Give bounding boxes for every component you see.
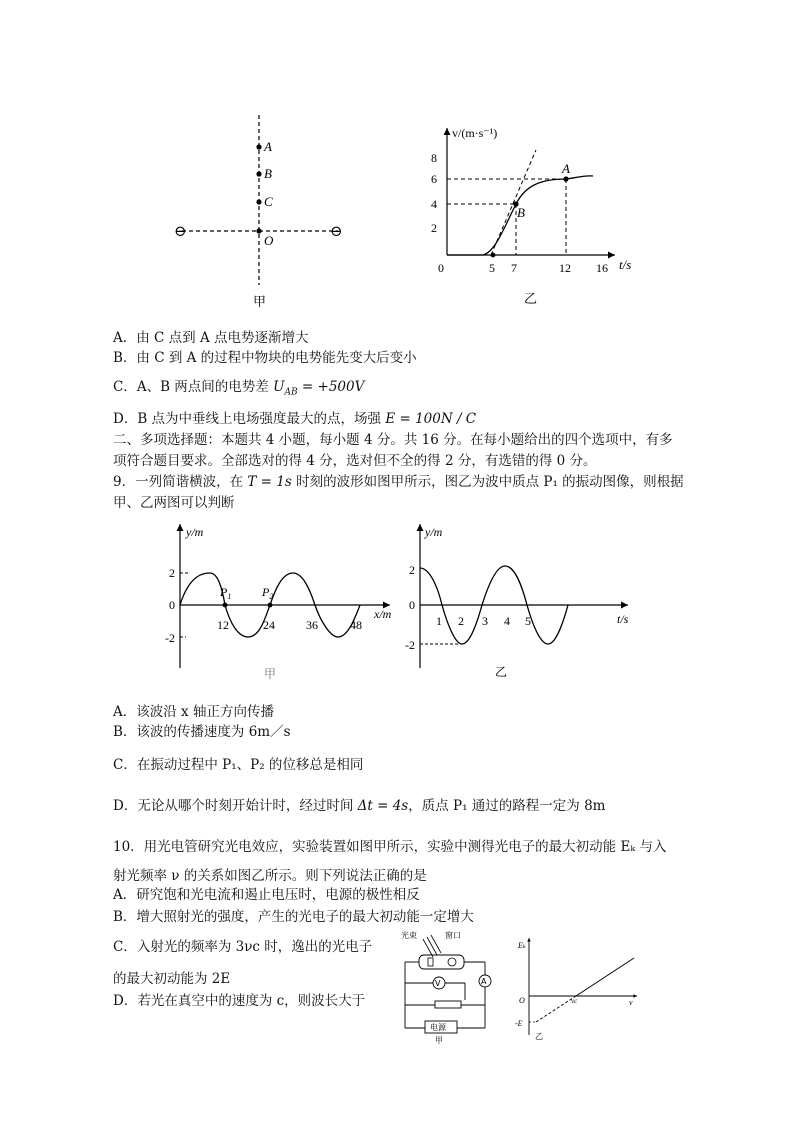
- q9-stem-post: 时刻的波形如图甲所示，图乙为波中质点 P₁ 的振动图像，则根据: [291, 474, 684, 490]
- q10-option-c-line1: C．入射光的频率为 3νc 时，逸出的光电子: [113, 939, 373, 955]
- vt-ylabel: v/(m·s⁻¹): [452, 126, 498, 140]
- vt-xlabel: t/s: [619, 257, 632, 272]
- q8-option-d: [113, 410, 476, 428]
- wj-xtick-36: 36: [306, 618, 318, 632]
- wj-ytick-2: 2: [169, 566, 175, 580]
- vt-point-b: B: [517, 205, 525, 220]
- wy-xtick-1: 1: [436, 614, 442, 628]
- section2-line1: 二、多项选择题：本题共 4 小题，每小题 4 分。共 16 分。在每小题给出的四个选项中，有多: [113, 432, 673, 448]
- q9-stem-pre: 9．一列简谐横波，在: [113, 474, 248, 490]
- figure-vt-graph: [425, 120, 655, 310]
- vt-xtick-7: 7: [511, 261, 517, 275]
- wave-jia-caption: 甲: [264, 667, 277, 681]
- q8-option-c-value: = +500V: [297, 379, 365, 395]
- q9-option-d-post: ，质点 P₁ 通过的路程一定为 8m: [408, 798, 606, 814]
- pc-voltmeter-label: V: [435, 979, 441, 988]
- pc-window-label: 窗口: [445, 931, 461, 940]
- point-c-dot: [256, 199, 261, 204]
- wj-p1: $P_1$: [220, 585, 232, 601]
- q10-option-c-line2: 的最大初动能为 2E: [113, 971, 231, 987]
- vt-xtick-5: 5: [489, 261, 495, 275]
- vt-ytick-8: 8: [431, 151, 437, 165]
- q9-option-d-math: Δt = 4s: [357, 798, 409, 814]
- q10-option-a: A．研究饱和光电流和遏止电压时，电源的极性相反: [113, 887, 420, 903]
- q10-stem-line2: 射光频率 ν 的关系如图乙所示。则下列说法正确的是: [113, 868, 427, 884]
- ek-line: [576, 958, 634, 996]
- q9-option-d-pre: D．无论从哪个时刻开始计时，经过时间: [113, 798, 358, 814]
- wy-ytick-2: 2: [409, 563, 415, 577]
- point-a-dot: [256, 144, 261, 149]
- wj-ylabel: y/m: [186, 525, 204, 539]
- q8-option-c: [113, 378, 364, 402]
- wj-xtick-12: 12: [217, 618, 229, 632]
- point-o-dot: [256, 228, 261, 233]
- figure-field-diagram: [170, 110, 360, 310]
- vt-ytick-2: 2: [431, 221, 437, 235]
- ek-origin: O: [519, 996, 525, 1005]
- point-b-dot: [256, 171, 261, 176]
- q8-option-c-text: C．A、B 两点间的电势差: [113, 379, 274, 395]
- fig1-caption: 甲: [253, 294, 267, 309]
- q8-option-c-sub: AB: [284, 387, 298, 398]
- wj-xtick-48: 48: [350, 618, 362, 632]
- charge-right: ⊖: [330, 224, 343, 240]
- wj-ytick-neg2: -2: [165, 631, 175, 645]
- ek-xlabel: ν: [629, 998, 633, 1007]
- q9-option-d: [113, 797, 605, 815]
- wj-xlabel: x/m: [374, 607, 392, 621]
- ek-nu-c: νc: [571, 997, 578, 1005]
- wj-p2: $P_2$: [262, 585, 274, 601]
- q9-option-b: B．该波的传播速度为 6m／s: [113, 724, 291, 740]
- q8-option-c-math: U: [273, 379, 285, 395]
- section2-line2: 项符合题目要求。全部选对的得 4 分，选对但不全的得 2 分，有选错的得 0 分。: [113, 453, 597, 469]
- q8-option-d-text: D．B 点为中垂线上电场强度最大的点，场强: [113, 411, 386, 427]
- wj-ytick-0: 0: [169, 598, 175, 612]
- pc-source-label: 电源: [430, 1023, 446, 1032]
- q10-option-d: D．若光在真空中的速度为 c，则波长大于: [113, 993, 366, 1009]
- ek-caption: 乙: [535, 1032, 543, 1041]
- vt-ytick-6: 6: [431, 172, 437, 186]
- figure-ek-graph: [512, 935, 642, 1045]
- q10-option-b: B．增大照射光的强度，产生的光电子的最大初动能一定增大: [113, 909, 474, 925]
- q9-stem-math: T = 1s: [247, 474, 292, 490]
- point-o-label: O: [264, 233, 274, 248]
- vt-xtick-0: 0: [438, 261, 444, 275]
- vt-point-a: A: [562, 161, 570, 176]
- wy-ylabel: y/m: [425, 525, 443, 539]
- wy-xtick-2: 2: [458, 614, 464, 628]
- wy-xtick-5: 5: [525, 614, 531, 628]
- point-a-label: A: [264, 139, 272, 154]
- vt-xtick-16: 16: [596, 261, 608, 275]
- charge-left: ⊖: [174, 224, 187, 240]
- figure-wave-yi: [400, 518, 640, 683]
- ek-neg-e: -E: [515, 1019, 523, 1028]
- q8-option-d-math: E = 100N / C: [385, 411, 477, 427]
- q9-stem-line2: 甲、乙两图可以判断: [113, 495, 235, 511]
- wy-ytick-0: 0: [409, 598, 415, 612]
- pc-ammeter-label: A: [481, 977, 487, 986]
- figure-photocell-circuit: [395, 925, 505, 1045]
- vt-ytick-4: 4: [431, 197, 437, 211]
- point-c-label: C: [264, 194, 273, 209]
- figure-wave-jia: [160, 518, 400, 683]
- q9-option-a: A．该波沿 x 轴正方向传播: [113, 704, 274, 720]
- fig2-caption: 乙: [524, 291, 538, 306]
- wj-xtick-24: 24: [263, 618, 275, 632]
- vt-xtick-12: 12: [559, 261, 571, 275]
- q10-stem-line1: 10．用光电管研究光电效应，实验装置如图甲所示，实验中测得光电子的最大初动能 Eₖ 与入: [113, 839, 667, 855]
- q8-option-a: A．由 C 点到 A 点电势逐渐增大: [113, 330, 309, 346]
- q9-stem-line1: [113, 473, 684, 491]
- wave-yi-caption: 乙: [495, 665, 508, 679]
- wy-xtick-4: 4: [504, 614, 510, 628]
- point-b-label: B: [264, 166, 272, 181]
- wy-ytick-neg2: -2: [405, 638, 415, 652]
- pc-caption: 甲: [435, 1036, 443, 1045]
- pc-light-label: 光束: [401, 931, 417, 940]
- wy-xlabel: t/s: [617, 612, 629, 626]
- q9-option-c: C．在振动过程中 P₁、P₂ 的位移总是相同: [113, 757, 364, 773]
- wy-xtick-3: 3: [482, 614, 488, 628]
- ek-ylabel: Eₖ: [518, 941, 526, 950]
- q8-option-b: B．由 C 到 A 的过程中物块的电势能先变大后变小: [113, 350, 417, 366]
